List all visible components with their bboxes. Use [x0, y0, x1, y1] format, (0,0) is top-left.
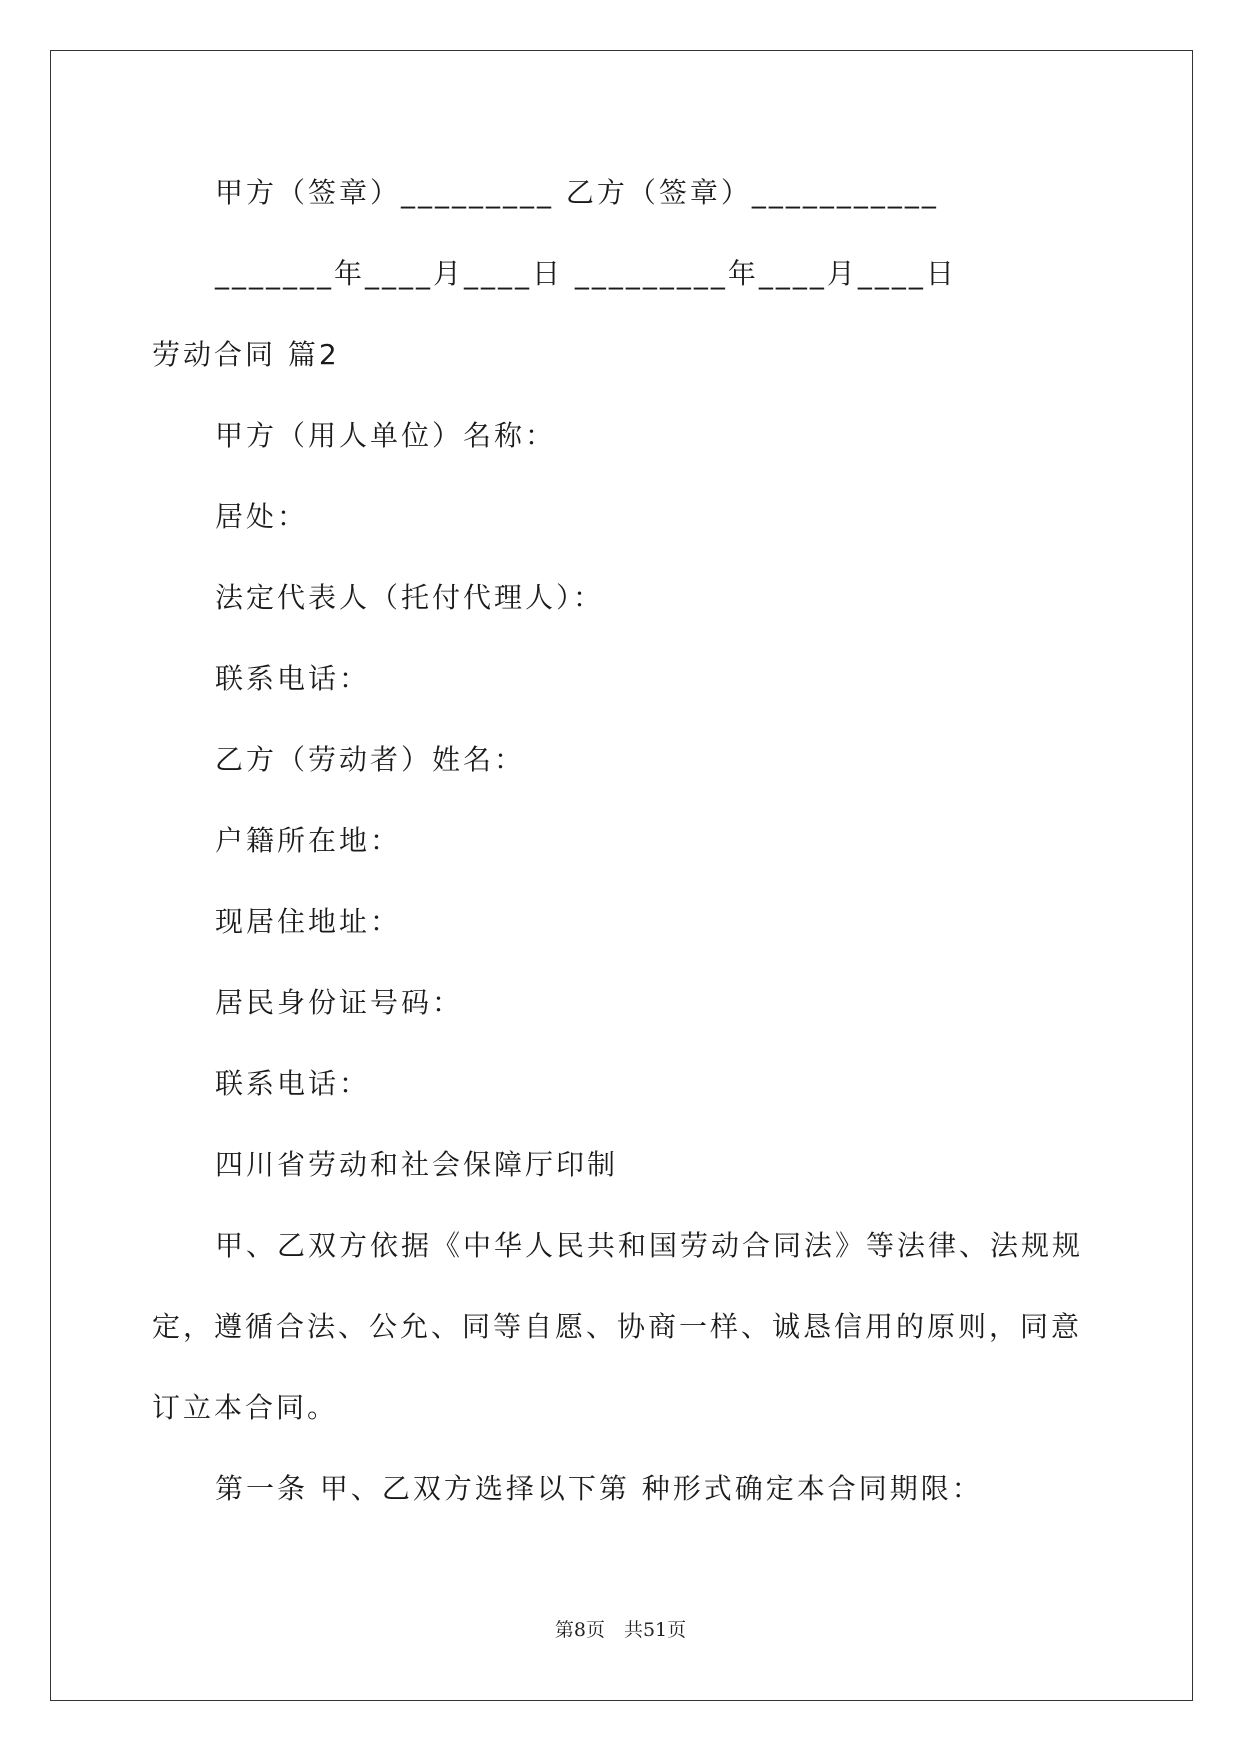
article-one: 第一条 甲、乙双方选择以下第 种形式确定本合同期限： — [215, 1472, 983, 1505]
page-border — [50, 50, 1193, 1701]
party-a-phone: 联系电话： — [215, 662, 371, 695]
signature-line: 甲方（签章）_________ 乙方（签章）___________ — [215, 176, 939, 209]
paragraph-line-1: 甲、乙双方依据《中华人民共和国劳动合同法》等法律、法规规 — [215, 1229, 1084, 1262]
section-heading: 劳动合同 篇2 — [152, 338, 340, 371]
printed-by: 四川省劳动和社会保障厅印制 — [215, 1148, 619, 1181]
party-a-name: 甲方（用人单位）名称： — [215, 419, 557, 452]
paragraph-line-3: 订立本合同。 — [152, 1391, 339, 1424]
paragraph-line-2: 定，遵循合法、公允、同等自愿、协商一样、诚恳信用的原则，同意 — [152, 1310, 1083, 1343]
party-b-name: 乙方（劳动者）姓名： — [215, 743, 526, 776]
date-line: _______年____月____日 _________年____月____日 — [215, 257, 957, 290]
party-b-phone: 联系电话： — [215, 1067, 371, 1100]
id-number: 居民身份证号码： — [215, 986, 464, 1019]
page-number: 第8页 共51页 — [554, 1619, 687, 1641]
legal-representative: 法定代表人（托付代理人）： — [215, 581, 605, 614]
household-registration: 户籍所在地： — [215, 824, 402, 857]
party-a-address: 居处： — [215, 500, 309, 533]
current-address: 现居住地址： — [215, 905, 402, 938]
